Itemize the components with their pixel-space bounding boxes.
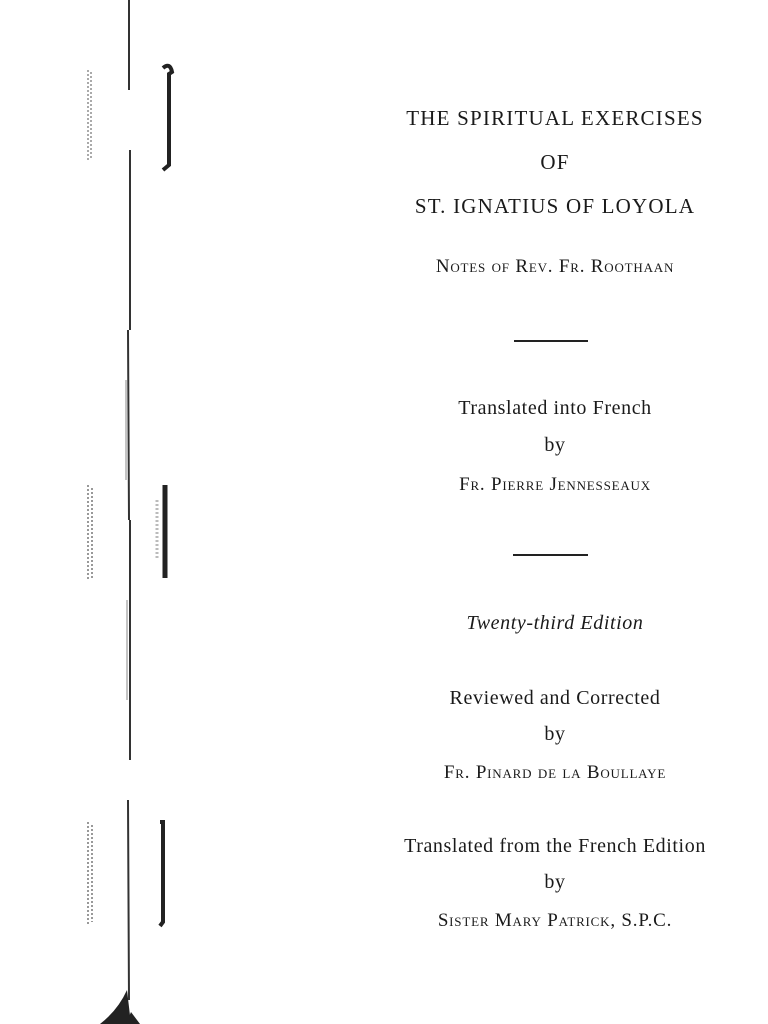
divider-2 bbox=[513, 554, 588, 556]
translated-into-french: Translated into French bbox=[458, 397, 652, 419]
binding-artifacts bbox=[0, 0, 200, 1024]
edition-line: Twenty-third Edition bbox=[466, 612, 644, 634]
by-line-1: by bbox=[544, 434, 566, 456]
by-line-3: by bbox=[544, 871, 566, 893]
notes-line: Notes of Rev. Fr. Roothaan bbox=[435, 256, 675, 277]
title-line-2: OF bbox=[540, 150, 570, 174]
reviewed-line: Reviewed and Corrected bbox=[449, 687, 661, 709]
translated-from-line: Translated from the French Edition bbox=[404, 835, 706, 857]
title-line-3: ST. IGNATIUS OF LOYOLA bbox=[414, 194, 696, 218]
title-line-1: THE SPIRITUAL EXERCISES bbox=[406, 106, 704, 130]
divider-1 bbox=[514, 340, 588, 342]
by-line-2: by bbox=[544, 723, 566, 745]
translator2-name: Sister Mary Patrick, S.P.C. bbox=[437, 910, 673, 931]
reviewer-name: Fr. Pinard de la Boullaye bbox=[443, 762, 667, 783]
translator-name: Fr. Pierre Jennesseaux bbox=[459, 474, 651, 495]
